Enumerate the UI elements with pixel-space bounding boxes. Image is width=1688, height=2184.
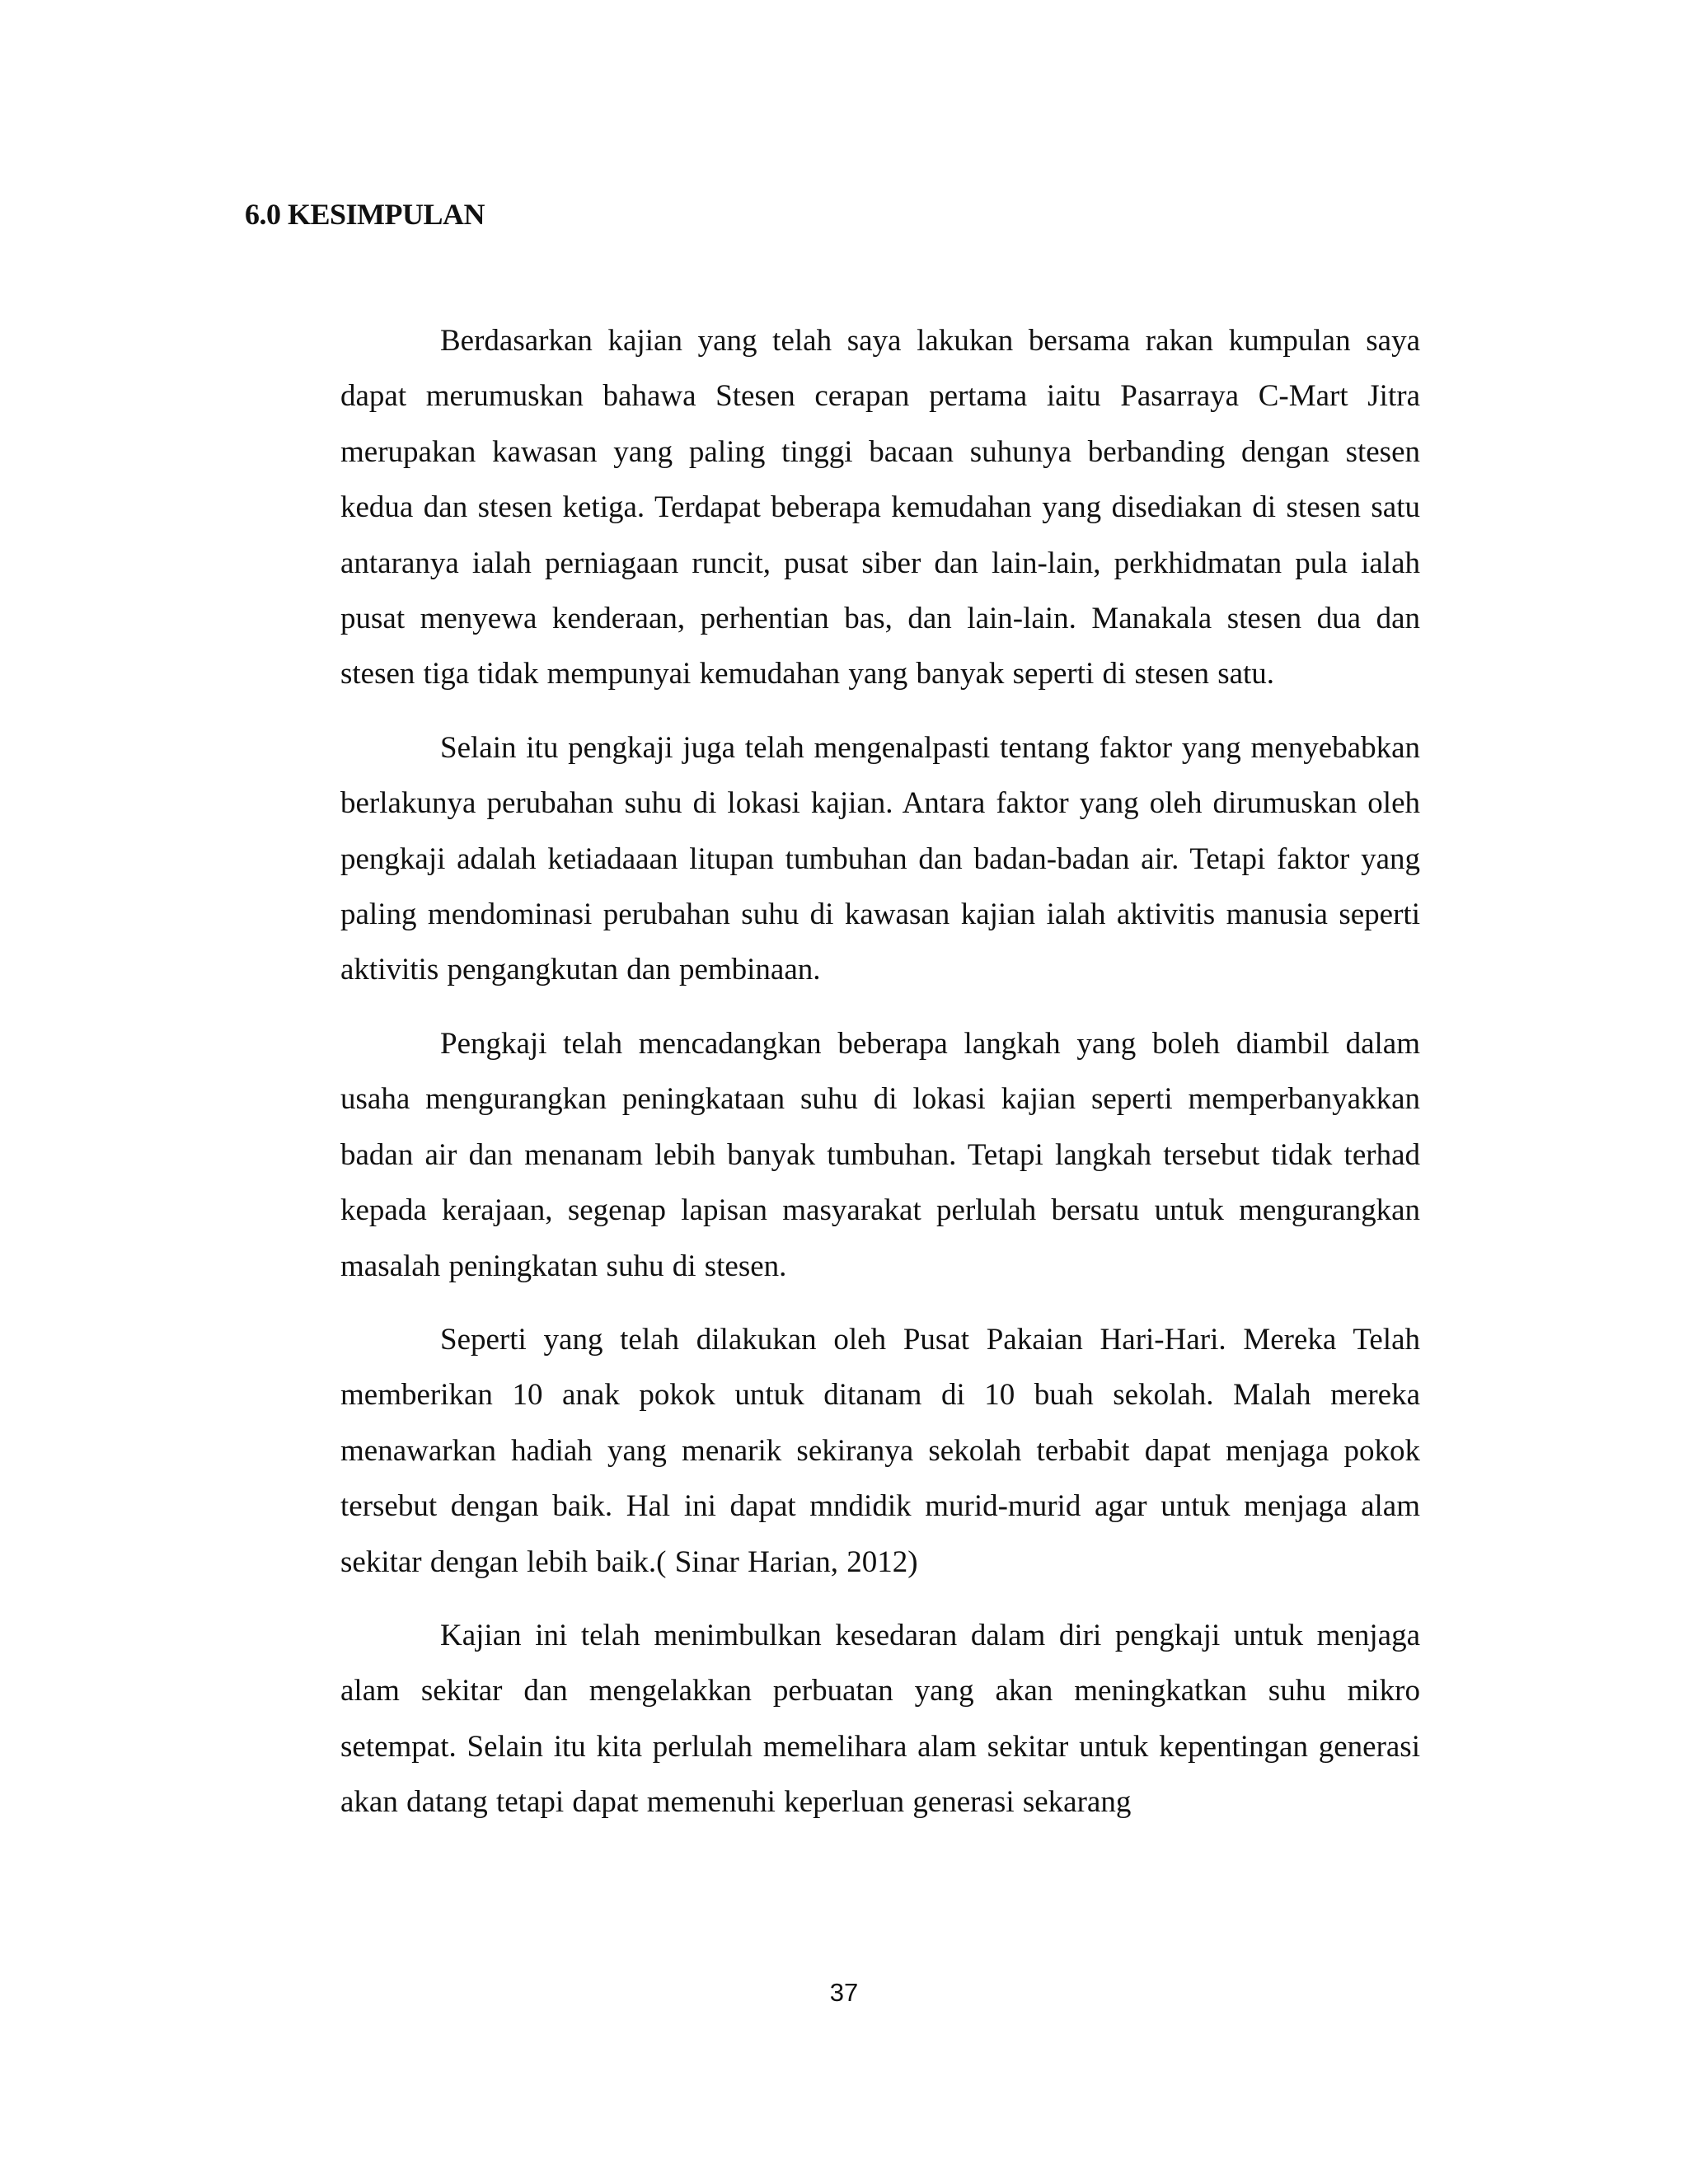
paragraph-1: Berdasarkan kajian yang telah saya lakukan bersama rakan kumpulan saya dapat merumuskan bahawa Stesen cerapan pertama iaitu Pasarraya C-Mart Jitra merupakan kawasan yang paling tinggi bacaan suhunya berbanding dengan stesen kedua dan stesen ketiga. Terdapat beberapa kemudahan yang disediakan di stesen satu antaranya ialah perniagaan runcit, pusat siber dan lain-lain, perkhidmatan pula ialah pusat menyewa kenderaan, perhentian bas, dan lain-lain. Manakala stesen dua dan stesen tiga tidak mempunyai kemudahan yang banyak seperti di stesen satu. xyxy=(340,324,1420,691)
paragraph-5: Kajian ini telah menimbulkan kesedaran dalam diri pengkaji untuk menjaga alam sekitar dan mengelakkan perbuatan yang akan meningkatkan suhu mikro setempat. Selain itu kita perlulah memelihara alam sekitar untuk kepentingan generasi akan datang tetapi dapat memenuhi keperluan generasi sekarang xyxy=(340,1618,1420,1820)
body-text xyxy=(340,313,1420,1849)
paragraph-3: Pengkaji telah mencadangkan beberapa langkah yang boleh diambil dalam usaha mengurangkan peningkataan suhu di lokasi kajian seperti memperbanyakkan badan air dan menanam lebih banyak tumbuhan. Tetapi langkah tersebut tidak terhad kepada kerajaan, segenap lapisan masyarakat perlulah bersatu untuk mengurangkan masalah peningkatan suhu di stesen. xyxy=(340,1026,1420,1283)
paragraph-2: Selain itu pengkaji juga telah mengenalpasti tentang faktor yang menyebabkan berlakunya perubahan suhu di lokasi kajian. Antara faktor yang oleh dirumuskan oleh pengkaji adalah ketiadaaan litupan tumbuhan dan badan-badan air. Tetapi faktor yang paling mendominasi perubahan suhu di kawasan kajian ialah aktivitis manusia seperti aktivitis pengangkutan dan pembinaan. xyxy=(340,730,1420,987)
page-number: 37 xyxy=(829,1978,859,2007)
section-heading: 6.0 KESIMPULAN xyxy=(245,198,485,231)
paragraph-4: Seperti yang telah dilakukan oleh Pusat Pakaian Hari-Hari. Mereka Telah memberikan 10 anak pokok untuk ditanam di 10 buah sekolah. Malah mereka menawarkan hadiah yang menarik sekiranya sekolah terbabit dapat menjaga pokok tersebut dengan baik. Hal ini dapat mndidik murid-murid agar untuk menjaga alam sekitar dengan lebih baik.( Sinar Harian, 2012) xyxy=(340,1322,1420,1579)
